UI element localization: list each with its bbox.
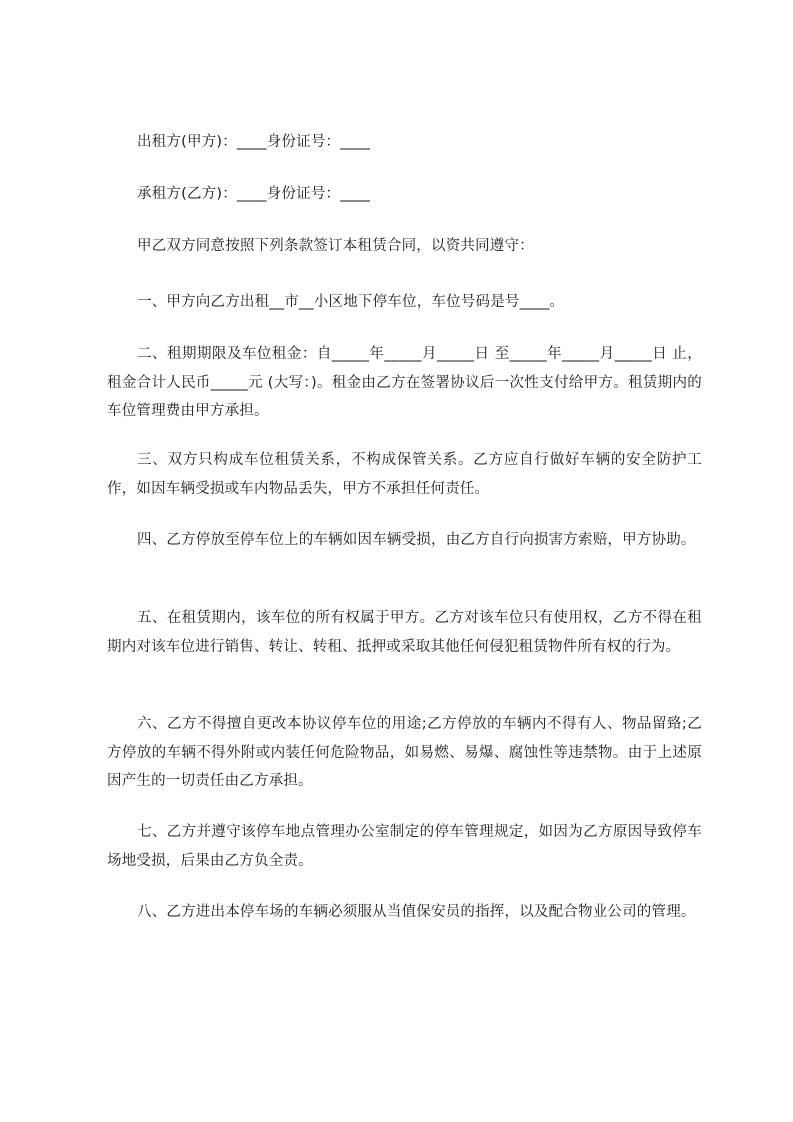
clause-4: 四、乙方停放至停车位上的车辆如因车辆受损，由乙方自行向损害方索赔，甲方协助。	[137, 532, 696, 548]
clause-2: 二、租期期限及车位租金：自_____年_____月_____日 至_____年_____月_____日 止，租金合计人民币_____元 (大写：)。租金由乙方在签署协议后一次性支付给甲方。租赁期内的车位管理费由甲方承担。	[107, 346, 702, 419]
clause-6: 六、乙方不得擅自更改本协议停车位的用途;乙方停放的车辆内不得有人、物品留臵;乙方停放的车辆不得外附或内装任何危险物品，如易燃、易爆、腐蚀性等违禁物。由于上述原因产生的一切责任由乙方承担。	[107, 716, 702, 789]
clause-7: 七、乙方并遵守该停车地点管理办公室制定的停车管理规定，如因为乙方原因导致停车场地受损，后果由乙方负全责。	[107, 824, 702, 869]
clause-5: 五、在租赁期内，该车位的所有权属于甲方。乙方对该车位只有使用权，乙方不得在租期内对该车位进行销售、转让、转租、抵押或采取其他任何侵犯租赁物件所有权的行为。	[107, 610, 702, 655]
clause-3: 三、双方只构成车位租赁关系，不构成保管关系。乙方应自行做好车辆的安全防护工作，如因车辆受损或车内物品丢失，甲方不承担任何责任。	[107, 452, 702, 497]
lessor-line: 出租方(甲方)：____身份证号：____	[137, 134, 371, 150]
clause-1: 一、甲方向乙方出租__市__小区地下停车位，车位号码是号____。	[137, 294, 565, 310]
lessee-line: 承租方(乙方)：____身份证号：____	[137, 186, 371, 202]
preamble-line: 甲乙双方同意按照下列条款签订本租赁合同，以资共同遵守：	[137, 238, 534, 254]
clause-8: 八、乙方进出本停车场的车辆必须服从当值保安员的指挥，以及配合物业公司的管理。	[137, 904, 696, 920]
